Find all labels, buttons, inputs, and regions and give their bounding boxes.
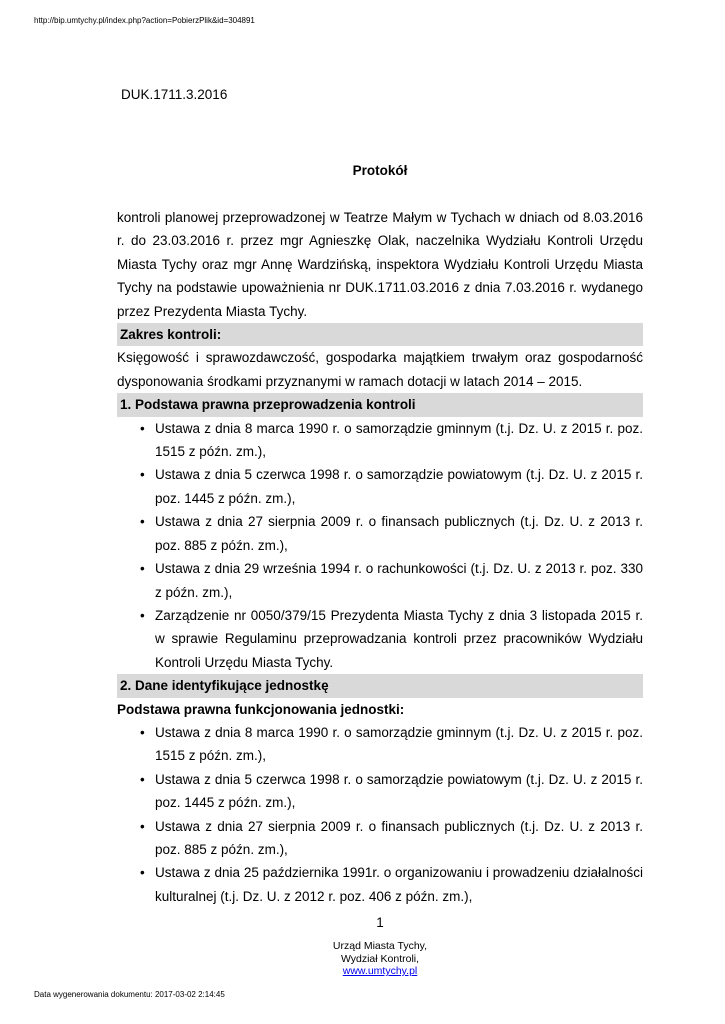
list-item: • Ustawa z dnia 5 czerwca 1998 r. o samorządzie powiatowym (t.j. Dz. U. z 2015 r. poz. 1445 z późn. zm.), bbox=[117, 463, 643, 510]
scope-heading: Zakres kontroli: bbox=[117, 323, 643, 346]
page-number: 1 bbox=[376, 915, 384, 930]
list-item: • Ustawa z dnia 5 czerwca 1998 r. o samorządzie powiatowym (t.j. Dz. U. z 2015 r. poz. 1445 z późn. zm.), bbox=[117, 768, 643, 815]
intro-paragraph: kontroli planowej przeprowadzonej w Teatrze Małym w Tychach w dniach od 8.03.2016 r. do 23.03.2016 r. przez mgr Agnieszkę Olak, naczelnika Wydziału Kontroli Urzędu Miasta Tychy oraz mgr Annę Wardzińską, inspektora Wydziału Kontroli Urzędu Miasta Tychy na podstawie upoważnienia nr DUK.1711.03.2016 z dnia 7.03.2016 r. wydanego przez Prezydenta Miasta Tychy. bbox=[117, 210, 643, 319]
document-number: DUK.1711.3.2016 bbox=[121, 87, 228, 102]
section2-list bbox=[117, 721, 643, 908]
list-item: • Ustawa z dnia 29 września 1994 r. o rachunkowości (t.j. Dz. U. z 2013 r. poz. 330 z późn. zm.), bbox=[117, 557, 643, 604]
section1-list bbox=[117, 417, 643, 674]
list-item: • Ustawa z dnia 25 października 1991r. o organizowaniu i prowadzeniu działalności kulturalnej (t.j. Dz. U. z 2012 r. poz. 406 z późn. zm.), bbox=[117, 861, 643, 908]
bullet-icon: • bbox=[140, 818, 145, 834]
bullet-icon: • bbox=[140, 467, 145, 483]
list-item: • Ustawa z dnia 27 sierpnia 2009 r. o finansach publicznych (t.j. Dz. U. z 2013 r. poz. 885 z późn. zm.), bbox=[117, 815, 643, 862]
bullet-icon: • bbox=[140, 607, 145, 623]
website-link[interactable]: www.umtychy.pl bbox=[342, 965, 418, 977]
bullet-icon: • bbox=[140, 771, 145, 787]
document-title: Protokół bbox=[352, 163, 408, 178]
bullet-icon: • bbox=[140, 561, 145, 577]
scope-paragraph: Księgowość i sprawozdawczość, gospodarka majątkiem trwałym oraz gospodarność dysponowania środkami przyznanymi w ramach dotacji w latach 2014 – 2015. bbox=[117, 350, 643, 389]
bullet-icon: • bbox=[140, 865, 145, 881]
footer bbox=[0, 940, 725, 978]
source-url: http://bip.umtychy.pl/index.php?action=PobierzPlik&id=304891 bbox=[34, 16, 255, 25]
bullet-icon: • bbox=[140, 724, 145, 740]
list-item: • Ustawa z dnia 8 marca 1990 r. o samorządzie gminnym (t.j. Dz. U. z 2015 r. poz. 1515 z późn. zm.), bbox=[117, 417, 643, 464]
bullet-icon: • bbox=[140, 514, 145, 530]
section1-heading: 1. Podstawa prawna przeprowadzenia kontroli bbox=[117, 393, 643, 416]
list-item: • Ustawa z dnia 27 sierpnia 2009 r. o finansach publicznych (t.j. Dz. U. z 2013 r. poz. 885 z późn. zm.), bbox=[117, 510, 643, 557]
section2-subheading: Podstawa prawna funkcjonowania jednostki: bbox=[117, 701, 405, 717]
footer-line-department: Wydział Kontroli, bbox=[340, 952, 420, 965]
list-item: • Ustawa z dnia 8 marca 1990 r. o samorządzie gminnym (t.j. Dz. U. z 2015 r. poz. 1515 z późn. zm.), bbox=[117, 721, 643, 768]
bullet-icon: • bbox=[140, 420, 145, 436]
list-item: • Zarządzenie nr 0050/379/15 Prezydenta Miasta Tychy z dnia 3 listopada 2015 r. w sprawie Regulaminu przeprowadzania kontroli przez pracowników Wydziału Kontroli Urzędu Miasta Tychy. bbox=[117, 604, 643, 674]
generation-date: Data wygenerowania dokumentu: 2017-03-02 2:14:45 bbox=[34, 990, 225, 999]
section2-heading: 2. Dane identyfikujące jednostkę bbox=[117, 674, 643, 697]
document-body bbox=[117, 206, 643, 908]
footer-line-office: Urząd Miasta Tychy, bbox=[332, 940, 428, 952]
